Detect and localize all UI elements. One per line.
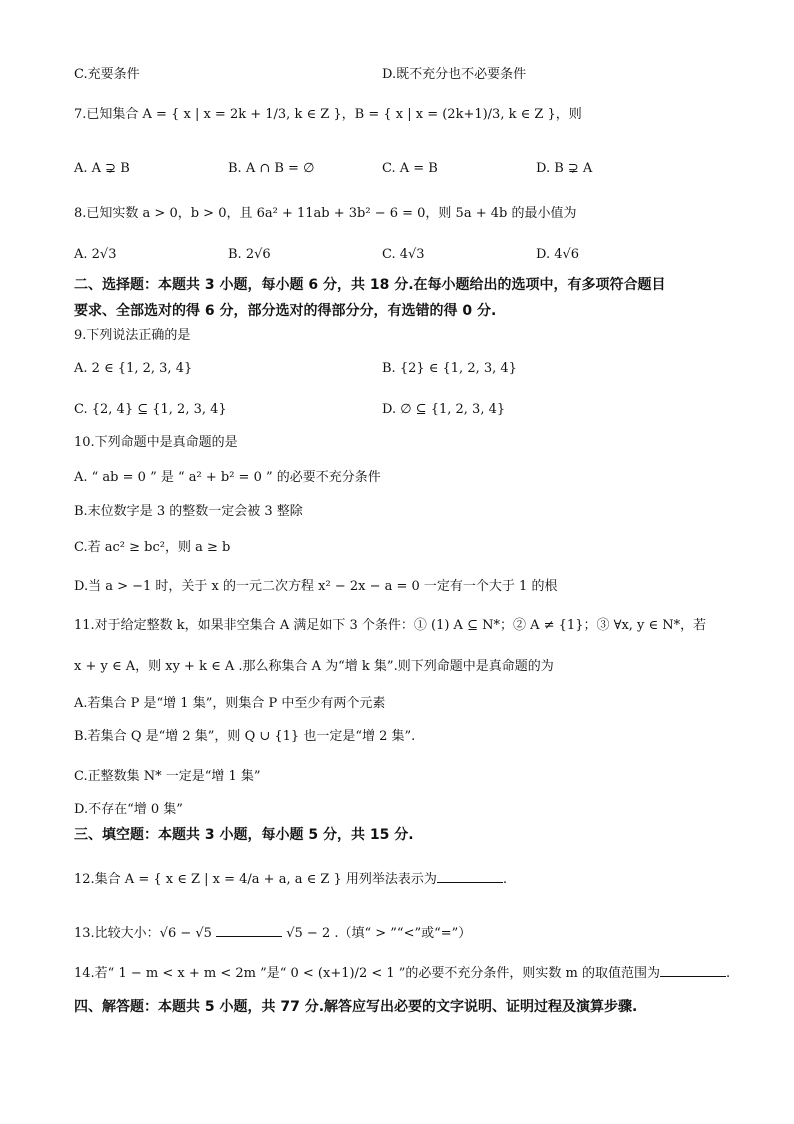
q8-option-b: B. 2√6 bbox=[228, 247, 271, 262]
q6-option-c: C.充要条件 bbox=[74, 67, 140, 82]
section-3-heading: 三、填空题：本题共 3 小题，每小题 5 分，共 15 分. bbox=[74, 827, 414, 843]
q8-option-a: A. 2√3 bbox=[74, 247, 117, 262]
q7-option-d: D. B ⊋ A bbox=[536, 161, 593, 176]
q12-stem bbox=[74, 870, 507, 889]
q9-option-a: A. 2 ∈ {1, 2, 3, 4} bbox=[74, 361, 193, 376]
q7-option-b: B. A ∩ B = ∅ bbox=[228, 161, 315, 176]
q12-answer-blank[interactable] bbox=[437, 870, 503, 883]
q9-option-d: D. ∅ ⊆ {1, 2, 3, 4} bbox=[382, 402, 506, 417]
q8-option-c: C. 4√3 bbox=[382, 247, 425, 262]
q9-option-b: B. {2} ∈ {1, 2, 3, 4} bbox=[382, 361, 517, 376]
q12-stem-end: . bbox=[502, 872, 508, 887]
q11-option-a: A.若集合 P 是“增 1 集”，则集合 P 中至少有两个元素 bbox=[74, 696, 386, 711]
q11-option-b: B.若集合 Q 是“增 2 集”，则 Q ∪ {1} 也一定是“增 2 集”. bbox=[74, 729, 416, 744]
q7-option-c: C. A = B bbox=[382, 161, 438, 176]
q14-stem-end: . bbox=[726, 966, 731, 981]
q6-option-d: D.既不充分也不必要条件 bbox=[382, 67, 527, 82]
q10-option-a: A. “ ab = 0 ” 是 “ a² + b² = 0 ” 的必要不充分条件 bbox=[74, 470, 381, 485]
q8-option-d: D. 4√6 bbox=[536, 247, 580, 262]
q10-option-d: D.当 a > −1 时，关于 x 的一元二次方程 x² − 2x − a = 0 一定有一个大于 1 的根 bbox=[74, 579, 558, 594]
q10-option-b: B.末位数字是 3 的整数一定会被 3 整除 bbox=[74, 504, 303, 519]
q9-option-c: C. {2, 4} ⊆ {1, 2, 3, 4} bbox=[74, 402, 227, 417]
section-2-heading-cont: 要求、全部选对的得 6 分，部分选对的得部分分，有选错的得 0 分. bbox=[74, 303, 497, 319]
q11-option-d: D.不存在“增 0 集” bbox=[74, 802, 183, 817]
q9-stem: 9.下列说法正确的是 bbox=[74, 328, 191, 343]
q8-stem: 8.已知实数 a > 0，b > 0，且 6a² + 11ab + 3b² − 6 = 0，则 5a + 4b 的最小值为 bbox=[74, 206, 577, 221]
q11-stem-line2: x + y ∈ A，则 xy + k ∈ A .那么称集合 A 为“增 k 集”.则下列命题中是真命题的为 bbox=[74, 659, 554, 674]
q13-stem bbox=[74, 924, 471, 943]
q14-stem bbox=[74, 964, 730, 983]
q13-answer-blank[interactable] bbox=[216, 924, 282, 937]
section-4-heading: 四、解答题：本题共 5 小题，共 77 分.解答应写出必要的文字说明、证明过程及演算步骤. bbox=[74, 999, 638, 1015]
q14-stem-text: 14.若“ 1 − m < x + m < 2m ”是“ 0 < (x+1)/2 < 1 ”的必要不充分条件，则实数 m 的取值范围为 bbox=[74, 966, 661, 981]
q14-answer-blank[interactable] bbox=[660, 964, 726, 977]
q10-option-c: C.若 ac² ≥ bc²，则 a ≥ b bbox=[74, 540, 231, 555]
section-2-heading: 二、选择题：本题共 3 小题，每小题 6 分，共 18 分.在每小题给出的选项中，有多项符合题目 bbox=[74, 277, 666, 293]
q12-stem-text: 12.集合 A = { x ∈ Z | x = 4/a + a, a ∈ Z } 用列举法表示为 bbox=[74, 872, 437, 887]
q11-stem-line1: 11.对于给定整数 k，如果非空集合 A 满足如下 3 个条件：① (1) A ⊆ N*；② A ≠ {1}；③ ∀x, y ∈ N*，若 bbox=[74, 618, 707, 633]
q7-stem: 7.已知集合 A = { x | x = 2k + 1/3, k ∈ Z }，B = { x | x = (2k+1)/3, k ∈ Z }，则 bbox=[74, 107, 582, 122]
q13-stem-text: 13.比较大小：√6 − √5 bbox=[74, 926, 212, 941]
q10-stem: 10.下列命题中是真命题的是 bbox=[74, 435, 238, 450]
q11-option-c: C.正整数集 N* 一定是“增 1 集” bbox=[74, 769, 261, 784]
q7-option-a: A. A ⊋ B bbox=[74, 161, 130, 176]
q13-stem-tail: √5 − 2 .（填“ > ”“<”或“=”） bbox=[286, 926, 472, 941]
